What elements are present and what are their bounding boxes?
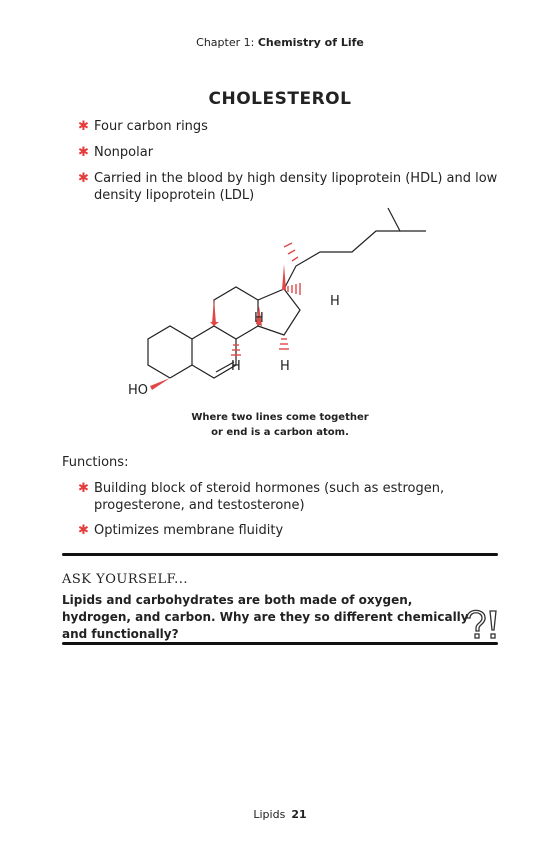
ask-yourself-question: Lipids and carbohydrates are both made of oxygen, hydrogen, and carbon. Why are they so different chemically and functionally? (62, 593, 469, 641)
header-section: Chemistry of Life (257, 36, 364, 49)
side-chain (284, 231, 426, 289)
list-item-text: Nonpolar (94, 145, 154, 160)
page-footer (0, 808, 560, 821)
diagram-caption (0, 410, 560, 440)
page-number: 21 (291, 808, 307, 821)
running-header (0, 36, 560, 49)
ho-wedge (150, 378, 170, 390)
h-label-top: H (254, 311, 264, 326)
cholesterol-structure-diagram (120, 198, 440, 403)
star-bullet-icon: ✱ (78, 119, 89, 134)
page-title: CHOLESTEROL (208, 89, 352, 109)
h-label-side: H (330, 294, 340, 309)
list-item-text: Building block of steroid hormones (such as estrogen, progesterone, and testosterone) (94, 481, 445, 513)
list-item (78, 522, 478, 539)
ho-label: HO (128, 383, 149, 398)
ring-c (214, 287, 258, 339)
ring-b (192, 326, 236, 378)
ring-d (258, 289, 300, 335)
h-label-right: H (280, 359, 290, 374)
footer-section: Lipids (253, 808, 286, 821)
star-bullet-icon: ✱ (78, 145, 89, 160)
list-item-text: Optimizes membrane fluidity (94, 523, 284, 538)
methyl-wedge-a (212, 298, 216, 324)
functions-list (78, 480, 478, 547)
list-item-text: Four carbon rings (94, 119, 208, 134)
caption-line: or end is a carbon atom. (211, 427, 349, 438)
list-item-text: Carried in the blood by high density lipoprotein (HDL) and low density lipoprotein (LDL) (94, 171, 498, 203)
h-label-left: H (231, 359, 241, 374)
star-bullet-icon: ✱ (78, 481, 89, 496)
ask-yourself-heading: ASK YOURSELF... (62, 572, 189, 587)
list-item (78, 118, 498, 135)
list-item (78, 480, 478, 514)
divider-top (62, 553, 498, 556)
divider-bottom (62, 642, 498, 645)
ring-a (148, 326, 192, 378)
star-bullet-icon: ✱ (78, 171, 89, 186)
caption-line: Where two lines come together (191, 412, 369, 423)
functions-label: Functions: (62, 455, 129, 470)
side-chain-branch (388, 208, 400, 231)
list-item (78, 144, 498, 161)
question-exclamation-icon (466, 608, 502, 642)
methyl-wedge-c (282, 264, 286, 290)
header-chapter: Chapter 1: (196, 36, 255, 49)
star-bullet-icon: ✱ (78, 523, 89, 538)
